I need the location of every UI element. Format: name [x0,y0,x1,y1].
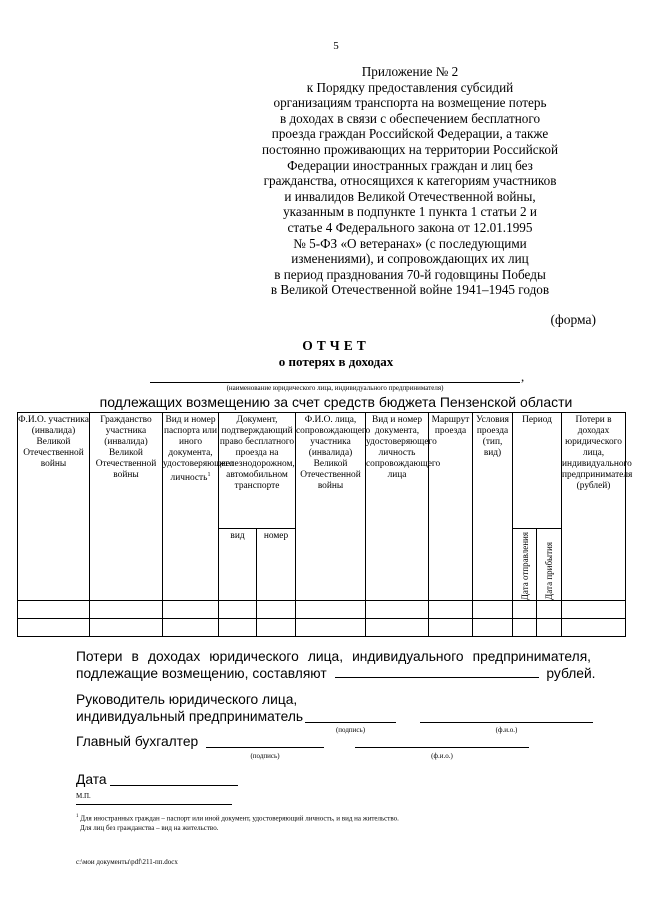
header-travel-right-document: Документ, подтверждающий право бесплатного проезда на железнодорожном, автомобильном транспорте [219,413,296,529]
appendix-line: № 5-ФЗ «О ветеранах» (с последующими [293,235,527,251]
appendix-line: Приложение № 2 [361,64,459,79]
file-path: c:\мои документы\pdf\211-пп.docx [76,858,178,866]
header-departure-date: Дата отправления [513,529,537,601]
date-field[interactable] [110,772,238,786]
footnote-ref: 1 [207,472,211,478]
header-revenue-losses: Потери в доходах юридического лица, индивидуального предпринимателя (рублей) [562,413,626,601]
appendix-line: в период празднования 70-й годовщины Победы [274,266,546,282]
report-title: ОТЧЕТ [302,338,370,353]
footnote-separator [76,804,232,805]
table-cell[interactable] [219,601,257,619]
accountant-fio-caption: (ф.и.о.) [431,752,453,760]
footnote-number: 1 [76,814,79,819]
losses-amount-field[interactable] [335,665,539,678]
report-table [17,412,633,637]
losses-text-line-2: подлежащие возмещению, составляют рублей. [76,666,596,681]
appendix-line: проезда граждан Российской Федерации, а также [271,126,549,142]
table-cell[interactable] [562,601,626,619]
header-document-type: вид [219,529,257,601]
appendix-line: постоянно проживающих на территории Российской [261,141,559,157]
table-cell[interactable] [18,619,90,637]
table-cell[interactable] [513,601,537,619]
header-fio-veteran: Ф.И.О. участника (инвалида) Великой Отечественной войны [18,413,90,601]
footnote-text: Для лиц без гражданства – вид на жительство. [80,824,219,833]
table-cell[interactable] [562,619,626,637]
table-cell[interactable] [366,601,429,619]
page-number: 5 [333,40,339,52]
header-period: Период [513,413,562,529]
table-cell[interactable] [473,601,513,619]
appendix-line: организациям транспорта на возмещение потерь [273,95,547,111]
footnote-text: Для иностранных граждан – паспорт или иной документ, удостоверяющий личность, и вид на жительство. [80,814,399,823]
header-identity-document: Вид и номер паспорта или иного документа, удостоверяющего личность$^1$ [163,413,219,601]
accountant-fio-field[interactable] [355,734,529,748]
appendix-line: указанным в подпункте 1 пункта 1 статьи 2 и [283,204,537,220]
table-cell[interactable] [429,601,473,619]
table-cell[interactable] [429,619,473,637]
header-travel-conditions: Условия проезда (тип, вид) [473,413,513,601]
form-label: (форма) [550,312,596,327]
appendix-line: статье 4 Федерального закона от 12.01.1995 [287,219,533,235]
header-document-number: номер [257,529,296,601]
table-cell[interactable] [219,619,257,637]
accountant-signature-field[interactable] [206,734,324,748]
date-label: Дата [76,772,107,787]
head-fio-field[interactable] [420,709,593,723]
table-cell[interactable] [366,619,429,637]
appendix-line: к Порядку предоставления субсидий [306,79,514,95]
head-label-line-2: индивидуальный предприниматель [76,709,304,724]
subject-line: подлежащих возмещению за счет средств бюджета Пензенской области [99,394,573,410]
header-route: Маршрут проезда [429,413,473,601]
footnotes [76,812,399,833]
appendix-line: изменениями), и сопровождающих их лиц [291,251,529,267]
head-fio-caption: (ф.и.о.) [495,726,518,734]
table-cell[interactable] [473,619,513,637]
head-signature-field[interactable] [305,709,396,723]
table-cell[interactable] [163,601,219,619]
appendix-line: Федерации иностранных граждан и лиц без [287,157,533,173]
losses-text-line-1: Потери в доходах юридического лица, индивидуального предпринимателя, [76,649,591,664]
header-companion-document: Вид и номер документа, удостоверяющего личность сопровождающего лица [366,413,429,601]
appendix-header [240,64,580,298]
header-arrival-date: Дата прибытия [537,529,562,601]
head-label-line-1: Руководитель юридического лица, [76,692,298,707]
report-subtitle: о потерях в доходах [278,354,394,369]
organization-name-field[interactable] [150,370,520,383]
seal-placeholder: М.П. [76,792,91,800]
accountant-signature-caption: (подпись) [250,752,280,760]
table-cell[interactable] [163,619,219,637]
table-cell[interactable] [513,619,537,637]
appendix-line: в Великой Отечественной войне 1941–1945 годов [270,282,550,298]
rubles-label: рублей. [546,666,596,681]
comma: , [521,369,525,384]
table-cell[interactable] [18,601,90,619]
table-cell[interactable] [90,619,163,637]
table-cell[interactable] [296,619,366,637]
table-cell[interactable] [537,619,562,637]
accountant-label: Главный бухгалтер [76,734,199,749]
header-citizenship: Гражданство участника (инвалида) Великой Отечественной войны [90,413,163,601]
table-cell[interactable] [537,601,562,619]
table-row [18,601,626,619]
table-row [18,619,626,637]
header-fio-companion: Ф.И.О. лица, сопровождающего участника (инвалида) Великой Отечественной войны [296,413,366,601]
table-cell[interactable] [257,601,296,619]
appendix-line: в доходах в связи с обеспечением бесплатного [279,110,541,126]
head-signature-caption: (подпись) [335,726,366,734]
appendix-line: гражданства, относящихся к категориям участников [263,173,557,189]
appendix-line: и инвалидов Великой Отечественной войны, [284,188,536,204]
table-cell[interactable] [90,601,163,619]
table-cell[interactable] [257,619,296,637]
table-cell[interactable] [296,601,366,619]
organization-name-caption: (наименование юридического лица, индивидуального предпринимателя) [226,384,444,392]
